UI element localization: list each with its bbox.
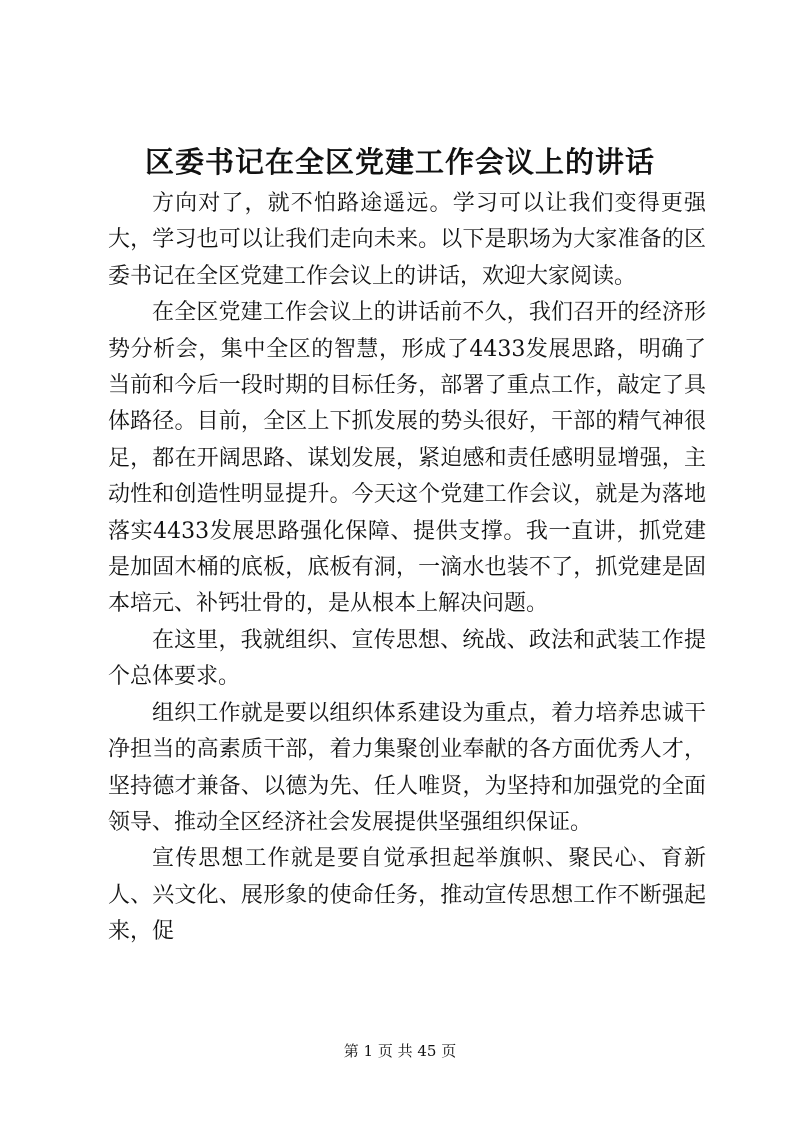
paragraph-overall-requirements: 在这里，我就组织、宣传思想、统战、政法和武装工作提个总体要求。 xyxy=(108,627,706,690)
paragraph-background: 在全区党建工作会议上的讲话前不久，我们召开的经济形势分析会，集中全区的智慧，形成了4433发展思路，明确了当前和今后一段时期的目标任务，部署了重点工作，敲定了具体路径。目前，全区上下抓发展的势头很好，干部的精气神很足，都在开阔思路、谋划发展，紧迫感和责任感明显增强，主动性和创造性明显提升。今天这个党建工作会议，就是为落地落实4433发展思路强化保障、提供支撑。我一直讲，抓党建是加固木桶的底板，底板有洞，一滴水也装不了，抓党建是固本培元、补钙壮骨的，是从根本上解决问题。 xyxy=(108,300,706,617)
document-body xyxy=(108,186,706,951)
paragraph-intro: 方向对了，就不怕路途遥远。学习可以让我们变得更强大，学习也可以让我们走向未来。以下是职场为大家准备的区委书记在全区党建工作会议上的讲话，欢迎大家阅读。 xyxy=(108,191,706,289)
paragraph-organization-work: 组织工作就是要以组织体系建设为重点，着力培养忠诚干净担当的高素质干部，着力集聚创业奉献的各方面优秀人才，坚持德才兼备、以德为先、任人唯贤，为坚持和加强党的全面领导、推动全区经济社会发展提供坚强组织保证。 xyxy=(108,700,706,835)
page-number-footer: 第 1 页 共 45 页 xyxy=(343,1042,457,1060)
document-title: 区委书记在全区党建工作会议上的讲话 xyxy=(144,145,655,179)
paragraph-publicity-work: 宣传思想工作就是要自觉承担起举旗帜、聚民心、育新人、兴文化、展形象的使命任务，推动宣传思想工作不断强起来，促 xyxy=(108,846,706,945)
